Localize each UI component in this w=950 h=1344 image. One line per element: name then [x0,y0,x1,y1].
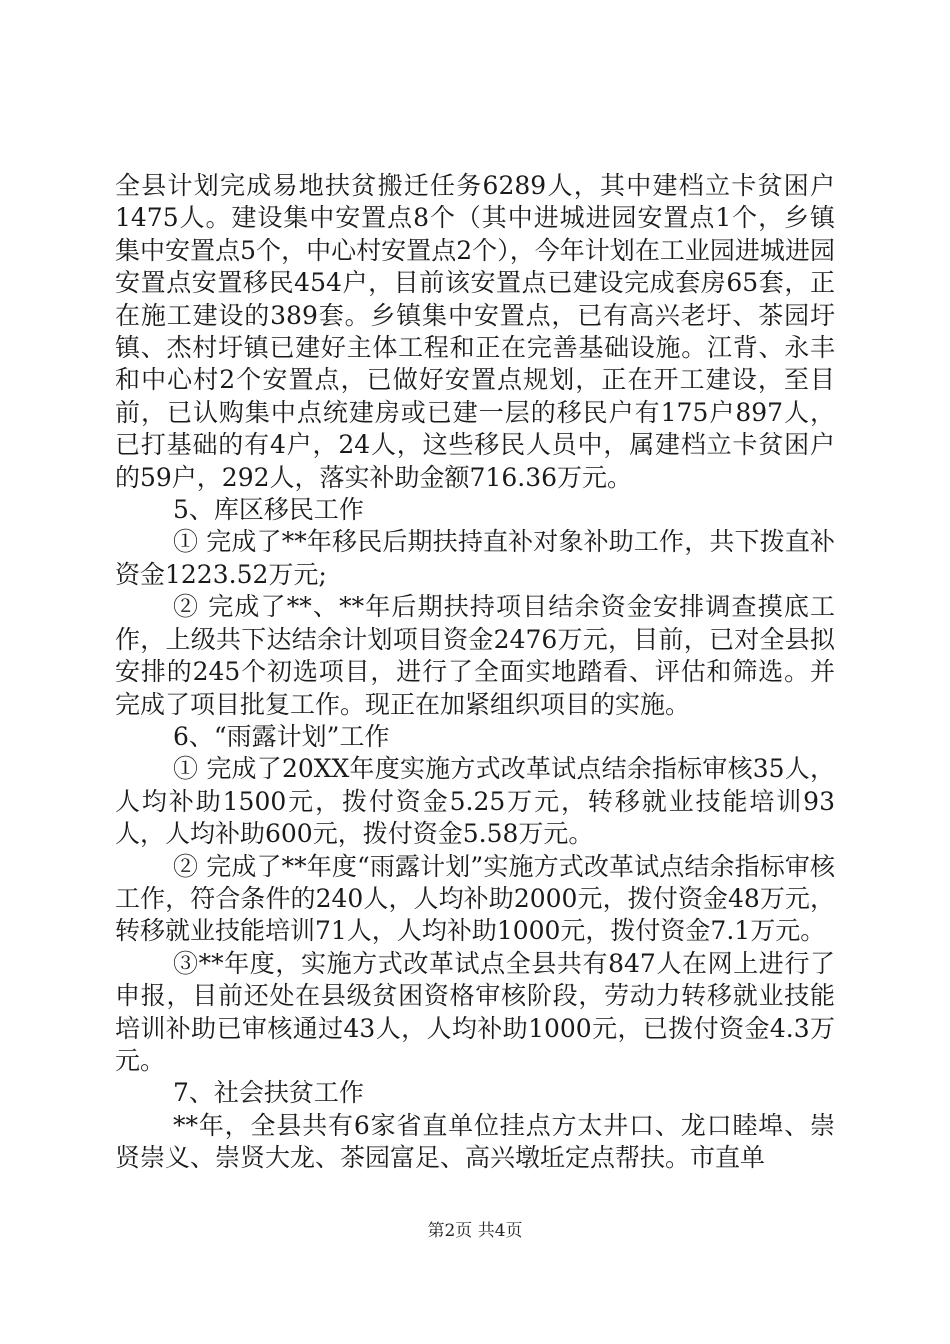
section-heading-reservoir-migrants: 5、库区移民工作 [173,495,364,525]
paragraph-reservoir-item-1: ① 完成了**年移民后期扶持直补对象补助工作，共下拨直补资金1223.52万元; [115,527,835,589]
section-heading-social-poverty-relief: 7、社会扶贫工作 [173,1078,364,1108]
paragraph-rain-dew-item-2: ② 完成了**年度“雨露计划”实施方式改革试点结余指标审核工作，符合条件的240人，人均补助2000元，拨付资金48万元，转移就业技能培训71人，人均补助1000元，拨付资金7.1万元。 [115,851,835,946]
document-body [115,170,835,1175]
paragraph-relocation-summary: 全县计划完成易地扶贫搬迁任务6289人，其中建档立卡贫困户1475人。建设集中安置点8个（其中进城进园安置点1个，乡镇集中安置点5个，中心村安置点2个），今年计划在工业园进城进园安置点安置移民454户，目前该安置点已建设完成套房65套，正在施工建设的389套。乡镇集中安置点，已有高兴老圩、茶园圩镇、杰村圩镇已建好主体工程和正在完善基础设施。江背、永丰和中心村2个安置点，已做好安置点规划，正在开工建设，至目前，已认购集中点统建房或已建一层的移民户有175户897人，已打基础的有4户，24人，这些移民人员中，属建档立卡贫困户的59户，292人，落实补助金额716.36万元。 [115,171,835,492]
paragraph-rain-dew-item-1: ① 完成了20XX年度实施方式改革试点结余指标审核35人，人均补助1500元，拨付资金5.25万元，转移就业技能培训93人，人均补助600元，拨付资金5.58万元。 [115,754,835,849]
section-heading-rain-dew-plan: 6、“雨露计划”工作 [173,721,390,751]
paragraph-reservoir-item-2: ② 完成了**、**年后期扶持项目结余资金安排调查摸底工作，上级共下达结余计划项目资金2476万元，目前，已对全县拟安排的245个初选项目，进行了全面实地踏看、评估和筛选。并完成了项目批复工作。现正在加紧组织项目的实施。 [115,592,835,719]
paragraph-rain-dew-item-3: ③**年度，实施方式改革试点全县共有847人在网上进行了申报，目前还处在县级贫困资格审核阶段，劳动力转移就业技能培训补助已审核通过43人，人均补助1000元，已拨付资金4.3万元。 [115,948,835,1075]
paragraph-social-relief: **年，全县共有6家省直单位挂点方太井口、龙口睦埠、崇贤崇义、崇贤大龙、茶园富足、高兴墩坵定点帮扶。市直单 [115,1110,835,1173]
page-number-footer: 第2页 共4页 [427,1221,523,1241]
